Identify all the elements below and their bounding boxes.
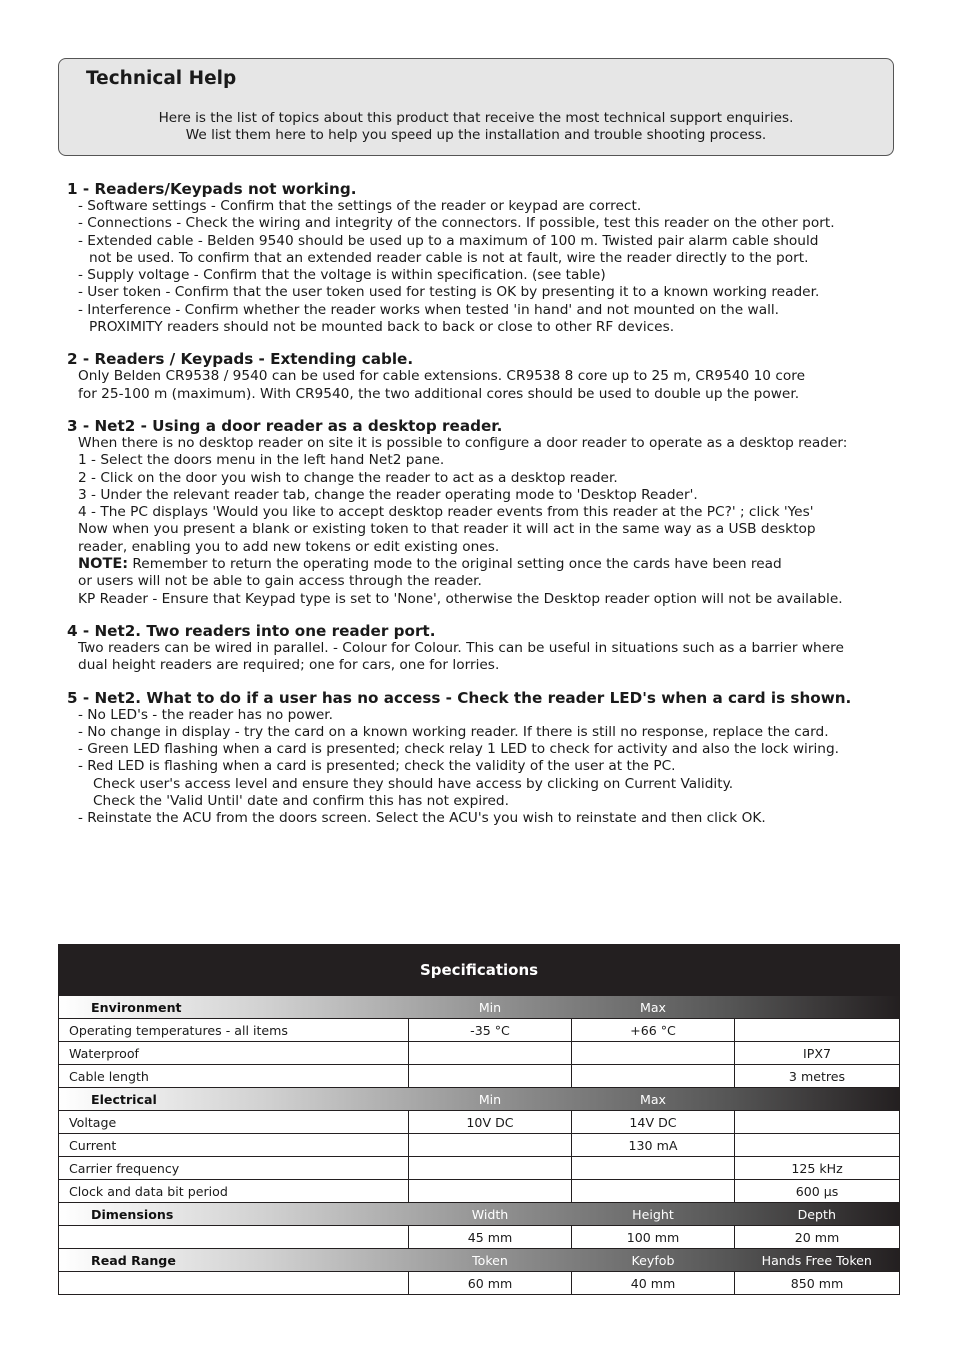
cell [572, 1157, 735, 1180]
cell [409, 1157, 572, 1180]
section-line: dual height readers are required; one for cars, one for lorries. [78, 657, 500, 674]
column-header: Min [409, 996, 572, 1019]
section-two-readers [67, 622, 937, 675]
column-header [735, 996, 900, 1019]
category-row-electrical [59, 1088, 900, 1111]
section-line: - Green LED flashing when a card is presented; check relay 1 LED to check for activity and also the lock wiring. [78, 741, 839, 758]
cell: 850 mm [735, 1272, 900, 1295]
row-label [59, 1272, 409, 1295]
section-line: for 25-100 m (maximum). With CR9540, the two additional cores should be used to double up the power. [78, 385, 800, 402]
row-label: Waterproof [59, 1042, 409, 1065]
column-header: Depth [735, 1203, 900, 1226]
column-header: Min [409, 1088, 572, 1111]
cell [735, 1134, 900, 1157]
table-row [59, 1134, 900, 1157]
column-header [735, 1088, 900, 1111]
section-extending-cable [67, 350, 937, 403]
section-line: Check the 'Valid Until' date and confirm this has not expired. [93, 793, 509, 810]
row-label: Cable length [59, 1065, 409, 1088]
cell: 14V DC [572, 1111, 735, 1134]
section-heading: 2 - Readers / Keypads - Extending cable. [67, 350, 414, 369]
section-line: - Reinstate the ACU from the doors screen. Select the ACU's you wish to reinstate and then click OK. [78, 810, 766, 827]
row-label: Clock and data bit period [59, 1180, 409, 1203]
cell [572, 1042, 735, 1065]
section-line: - No change in display - try the card on a known working reader. If there is still no response, replace the card. [78, 723, 829, 740]
cell: 3 metres [735, 1065, 900, 1088]
cell [572, 1180, 735, 1203]
cell: 45 mm [409, 1226, 572, 1249]
help-intro [59, 110, 893, 144]
section-line: Only Belden CR9538 / 9540 can be used for cable extensions. CR9538 8 core up to 25 m, CR9540 10 core [78, 368, 806, 385]
row-label: Voltage [59, 1111, 409, 1134]
column-header: Keyfob [572, 1249, 735, 1272]
table-row [59, 1111, 900, 1134]
section-line: Check user's access level and ensure they should have access by clicking on Current Validity. [93, 775, 734, 792]
section-line: 3 - Under the relevant reader tab, change the reader operating mode to 'Desktop Reader'. [78, 486, 698, 503]
cell [572, 1065, 735, 1088]
category-row-read-range [59, 1249, 900, 1272]
section-desktop-reader [67, 417, 937, 608]
section-line: PROXIMITY readers should not be mounted back to back or close to other RF devices. [89, 319, 675, 336]
cell [409, 1134, 572, 1157]
section-line: When there is no desktop reader on site it is possible to configure a door reader to operate as a desktop reader: [78, 434, 848, 451]
section-line: - Extended cable - Belden 9540 should be used up to a maximum of 100 m. Twisted pair alarm cable should [78, 232, 819, 249]
section-readers-not-working [67, 180, 937, 336]
section-line: - Connections - Check the wiring and integrity of the connectors. If possible, test this reader on the other port. [78, 215, 835, 232]
row-label: Current [59, 1134, 409, 1157]
category-name: Electrical [59, 1088, 409, 1111]
section-heading: 5 - Net2. What to do if a user has no access - Check the reader LED's when a card is shown. [67, 688, 852, 707]
cell: 130 mA [572, 1134, 735, 1157]
cell: 100 mm [572, 1226, 735, 1249]
category-name: Read Range [59, 1249, 409, 1272]
row-label [59, 1226, 409, 1249]
section-line: - Interference - Confirm whether the reader works when tested 'in hand' and not mounted on the wall. [78, 301, 780, 318]
spec-title-row [59, 945, 900, 996]
table-row [59, 1272, 900, 1295]
help-intro-line: We list them here to help you speed up the installation and trouble shooting process. [185, 127, 767, 143]
category-name: Dimensions [59, 1203, 409, 1226]
cell [735, 1111, 900, 1134]
section-heading: 3 - Net2 - Using a door reader as a desktop reader. [67, 416, 503, 435]
column-header: Token [409, 1249, 572, 1272]
cell: 60 mm [409, 1272, 572, 1295]
category-row-environment [59, 996, 900, 1019]
note-line [67, 556, 937, 573]
row-label: Operating temperatures - all items [59, 1019, 409, 1042]
note-text: Remember to return the operating mode to the original setting once the cards have been read [128, 556, 782, 573]
section-line: not be used. To confirm that an extended reader cable is not at fault, wire the reader directly to the port. [89, 249, 809, 266]
section-line: - No LED's - the reader has no power. [78, 706, 333, 723]
section-line: reader, enabling you to add new tokens or edit existing ones. [78, 538, 500, 555]
cell: 40 mm [572, 1272, 735, 1295]
table-row [59, 1042, 900, 1065]
section-line: - Supply voltage - Confirm that the voltage is within specification. (see table) [78, 267, 606, 284]
column-header: Max [572, 996, 735, 1019]
section-line: - Red LED is flashing when a card is presented; check the validity of the user at the PC. [78, 758, 676, 775]
help-sections [67, 180, 937, 842]
cell: 20 mm [735, 1226, 900, 1249]
section-line: - Software settings - Confirm that the settings of the reader or keypad are correct. [78, 198, 642, 214]
column-header: Max [572, 1088, 735, 1111]
column-header: Width [409, 1203, 572, 1226]
category-name: Environment [59, 996, 409, 1019]
section-heading: 1 - Readers/Keypads not working. [67, 180, 357, 198]
cell: +66 °C [572, 1019, 735, 1042]
help-title: Technical Help [86, 68, 237, 89]
cell: 600 µs [735, 1180, 900, 1203]
section-line: KP Reader - Ensure that Keypad type is set to 'None', otherwise the Desktop reader option will not be available. [78, 590, 843, 607]
table-row [59, 1157, 900, 1180]
cell [409, 1065, 572, 1088]
section-line: 2 - Click on the door you wish to change the reader to act as a desktop reader. [78, 469, 618, 486]
column-header: Hands Free Token [735, 1249, 900, 1272]
section-line: 1 - Select the doors menu in the left hand Net2 pane. [78, 452, 445, 469]
section-line: Now when you present a blank or existing token to that reader it will act in the same way as a USB desktop [78, 521, 816, 538]
cell: IPX7 [735, 1042, 900, 1065]
cell: -35 °C [409, 1019, 572, 1042]
column-header: Height [572, 1203, 735, 1226]
cell [409, 1180, 572, 1203]
table-row [59, 1180, 900, 1203]
cell: 125 kHz [735, 1157, 900, 1180]
table-row [59, 1226, 900, 1249]
cell: 10V DC [409, 1111, 572, 1134]
section-line: - User token - Confirm that the user token used for testing is OK by presenting it to a known working reader. [78, 284, 820, 301]
cell [409, 1042, 572, 1065]
row-label: Carrier frequency [59, 1157, 409, 1180]
section-no-access [67, 689, 937, 828]
section-heading: 4 - Net2. Two readers into one reader port. [67, 621, 436, 640]
technical-help-box [58, 58, 894, 156]
cell [735, 1019, 900, 1042]
note-label: NOTE: [78, 556, 129, 573]
category-row-dimensions [59, 1203, 900, 1226]
spec-title: Specifications [59, 945, 900, 996]
table-row [59, 1019, 900, 1042]
specifications-table [58, 944, 900, 1295]
section-line: 4 - The PC displays 'Would you like to accept desktop reader events from this reader at the PC?' ; click 'Yes' [78, 504, 814, 521]
help-intro-line: Here is the list of topics about this product that receive the most technical support enquiries. [158, 110, 794, 126]
table-row [59, 1065, 900, 1088]
section-line: Two readers can be wired in parallel. - Colour for Colour. This can be useful in situations such as a barrier where [78, 639, 844, 656]
section-line: or users will not be able to gain access through the reader. [78, 573, 482, 590]
